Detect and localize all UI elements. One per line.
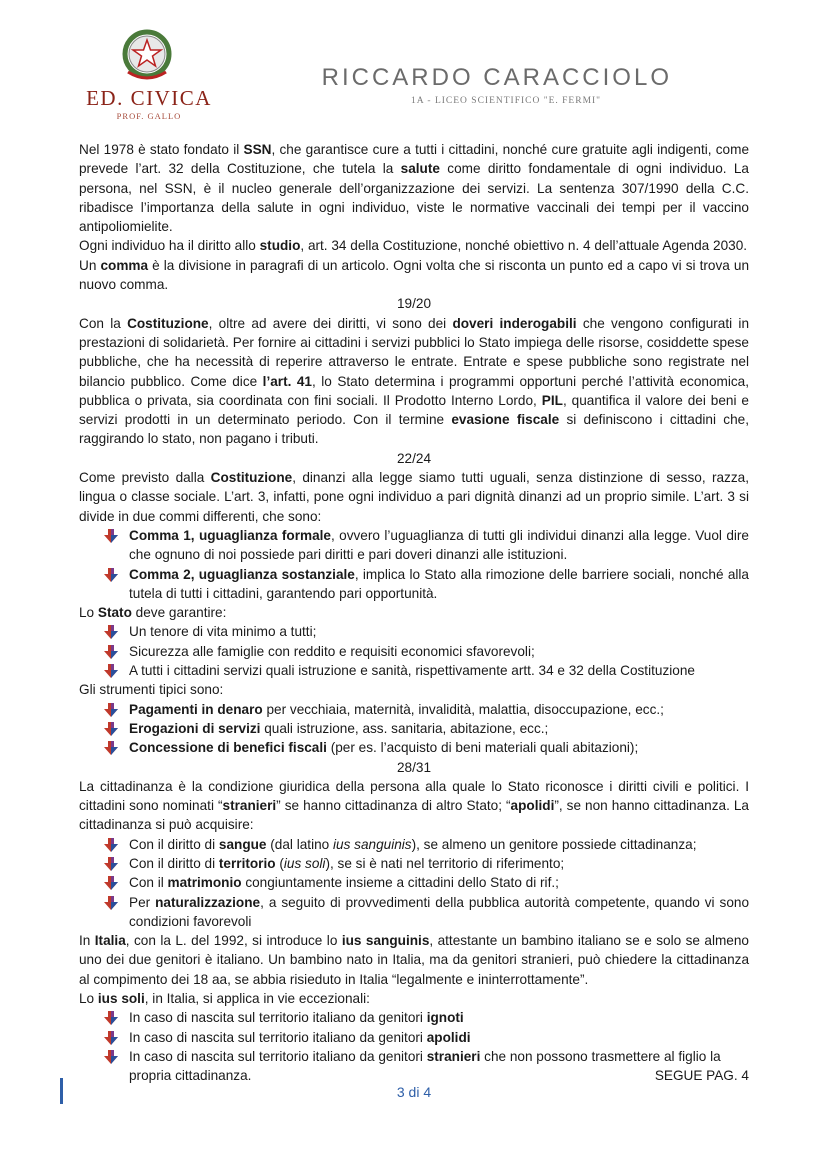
page-number: 3 di 4 xyxy=(396,1084,432,1100)
list-item: A tutti i cittadini servizi quali istruzione e sanità, rispettivamente artt. 34 e 32 della Costituzione xyxy=(103,661,749,680)
list-item: Sicurezza alle famiglie con reddito e requisiti economici sfavorevoli; xyxy=(103,642,749,661)
arrow-down-bullet-icon xyxy=(103,722,119,736)
list-item: Con il matrimonio congiuntamente insieme a cittadini dello Stato di rif.; xyxy=(103,873,749,892)
last-line-row xyxy=(129,1066,749,1085)
arrow-down-bullet-icon xyxy=(103,1011,119,1025)
section-number: 22/24 xyxy=(396,450,432,466)
continued-note: SEGUE PAG. 4 xyxy=(654,1068,749,1084)
arrow-down-bullet-icon xyxy=(103,857,119,871)
list-item: In caso di nascita sul territorio italiano da genitori apolidi xyxy=(103,1028,749,1047)
arrow-down-bullet-icon xyxy=(103,568,119,582)
paragraph: Lo Stato deve garantire: xyxy=(79,605,227,621)
arrow-down-bullet-icon xyxy=(103,896,119,910)
paragraph: Nel 1978 è stato fondato il SSN, che garantisce cure a tutti i cittadini, nonché cure gratuite agli indigenti, come prevede l’art. 32 della Costituzione, che tutela la salute come diritto fondamentale di ogni individuo. La persona, nel SSN, è il nucleo generale dell’organizzazione dei servizi. La sentenza 307/1990 della C.C. ribadisce l’importanza della salute in ogni individuo, viste le normative vaccinali dei tempi per il vaccino antipoliomielite. xyxy=(79,142,750,235)
last-line-text: propria cittadinanza. xyxy=(129,1068,252,1084)
list-item: Pagamenti in denaro per vecchiaia, maternità, invalidità, malattia, disoccupazione, ecc.; xyxy=(103,700,749,719)
section-number: 28/31 xyxy=(396,759,432,775)
list-item: Concessione di benefici fiscali (per es. l’acquisto di beni materiali quali abitazioni); xyxy=(103,738,749,757)
arrow-down-bullet-icon xyxy=(103,664,119,678)
list-item: Comma 1, uguaglianza formale, ovvero l’uguaglianza di tutti gli individui dinanzi alla legge. Vuol dire che ognuno di noi possiede pari diritti e pari doveri dinanzi alle istituzioni. xyxy=(103,526,749,565)
list-item: Un tenore di vita minimo a tutti; xyxy=(103,622,749,641)
paragraph: Con la Costituzione, oltre ad avere dei diritti, vi sono dei doveri inderogabili che vengono configurati in prestazioni di solidarietà. Per fornire ai cittadini i servizi pubblici lo Stato impiega delle risorse, cosiddette spese pubbliche, che ha necessità di reperire attraverso le entrate. Entrate e spese pubbliche sono registrate nel bilancio pubblico. Come dice l’art. 41, lo Stato determina i programmi opportuni perché l’attività economica, pubblica o privata, sia coordinata con fini sociali. Il Prodotto Interno Lordo, PIL, quantifica il valore dei beni e servizi prodotti in un determinato periodo. Con il termine evasione fiscale si definiscono i cittadini che, raggirando lo stato, non pagano i tributi. xyxy=(79,315,750,447)
list-item: Con il diritto di sangue (dal latino ius sanguinis), se almeno un genitore possiede cittadinanza; xyxy=(103,835,749,854)
commi-list xyxy=(79,526,749,603)
list-item: In caso di nascita sul territorio italiano da genitori ignoti xyxy=(103,1008,749,1027)
arrow-down-bullet-icon xyxy=(103,529,119,543)
arrow-down-bullet-icon xyxy=(103,838,119,852)
arrow-down-bullet-icon xyxy=(103,876,119,890)
paragraph: Come previsto dalla Costituzione, dinanzi alla legge siamo tutti uguali, senza distinzione di sesso, razza, lingua o classe sociale. L’art. 3, infatti, pone ogni individuo a pari dignità dinanzi ad un proprio simile. L’art. 3 si divide in due commi differenti, che sono: xyxy=(79,470,749,524)
paragraph: Lo ius soli, in Italia, si applica in vie eccezionali: xyxy=(79,991,370,1007)
italian-republic-emblem-icon xyxy=(118,26,176,86)
document-body xyxy=(79,140,749,1086)
teacher-name: PROF. GALLO xyxy=(116,111,182,121)
arrow-down-bullet-icon xyxy=(103,741,119,755)
author-name: RICCARDO CARACCIOLO xyxy=(321,64,672,91)
ius-soli-list xyxy=(79,1008,749,1085)
paragraph: Un comma è la divisione in paragrafi di un articolo. Ogni volta che si risconta un punto ed a capo vi si trova un nuovo comma. xyxy=(79,257,750,293)
list-item: Con il diritto di territorio (ius soli), se si è nati nel territorio di riferimento; xyxy=(103,854,749,873)
list-item: Erogazioni di servizi quali istruzione, ass. sanitaria, abitazione, ecc.; xyxy=(103,719,749,738)
list-item: In caso di nascita sul territorio italiano da genitori stranieri che non possono trasmettere al figlio la propria cittadinanza. SEGUE PAG. 4 xyxy=(103,1047,749,1086)
list-item: Comma 2, uguaglianza sostanziale, implica lo Stato alla rimozione delle barriere sociali, nonché alla tutela di tutti i cittadini, garantendo pari opportunità. xyxy=(103,565,749,604)
paragraph: In Italia, con la L. del 1992, si introduce lo ius sanguinis, attestante un bambino italiano se e solo se almeno uno dei due genitori è italiano. Un bambino nato in Italia, ma da genitori stranieri, può chiedere la cittadinanza al compimento dei 18 aa, se abbia risieduto in Italia “legalmente e ininterrottamente”. xyxy=(79,933,749,987)
arrow-down-bullet-icon xyxy=(103,703,119,717)
paragraph: Gli strumenti tipici sono: xyxy=(79,682,224,698)
page-header xyxy=(0,0,828,130)
author-subtitle: 1A - LICEO SCIENTIFICO "E. FERMI" xyxy=(410,96,602,106)
arrow-down-bullet-icon xyxy=(103,1031,119,1045)
arrow-down-bullet-icon xyxy=(103,1050,119,1064)
arrow-down-bullet-icon xyxy=(103,625,119,639)
list-item: Per naturalizzazione, a seguito di provvedimenti della pubblica autorità competente, quando vi sono condizioni favorevoli xyxy=(103,893,749,932)
garanzie-list xyxy=(79,622,749,680)
acquisizione-list xyxy=(79,835,749,931)
strumenti-list xyxy=(79,700,749,758)
paragraph: La cittadinanza è la condizione giuridica della persona alla quale lo Stato riconosce i diritti civili e politici. I cittadini sono nominati “stranieri” se hanno cittadinanza di altro Stato; “apolidi”, se non hanno cittadinanza. La cittadinanza si può acquisire: xyxy=(79,778,749,833)
arrow-down-bullet-icon xyxy=(103,645,119,659)
section-number: 19/20 xyxy=(396,296,432,312)
paragraph: Ogni individuo ha il diritto allo studio, art. 34 della Costituzione, nonché obiettivo n. 4 dell’attuale Agenda 2030. xyxy=(79,238,748,254)
school-title: ED. CIVICA xyxy=(86,86,212,110)
